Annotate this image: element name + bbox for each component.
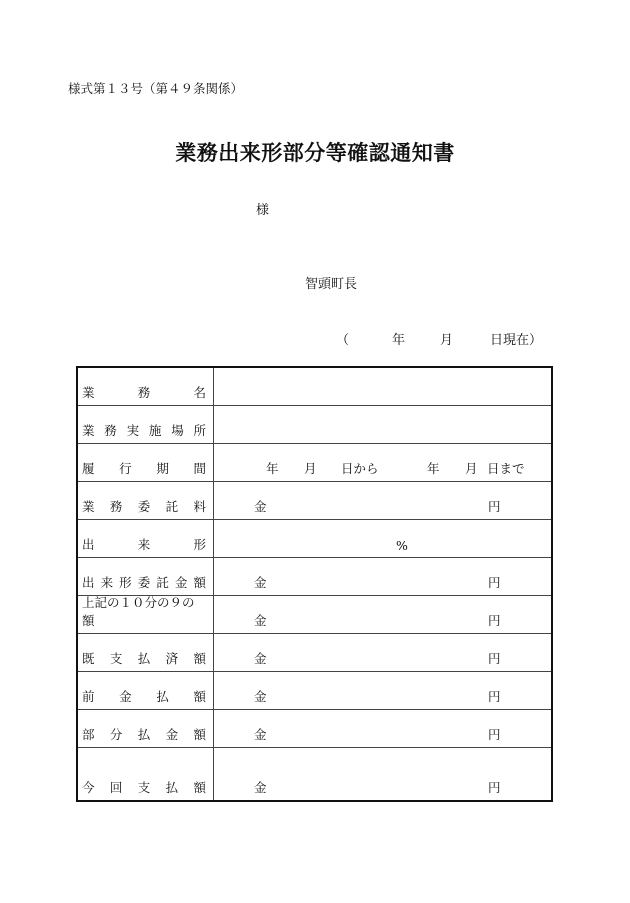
row-label-char: 実	[126, 423, 140, 438]
row-label	[82, 497, 206, 515]
row-label	[82, 421, 206, 439]
as-of-month: 月	[440, 333, 454, 348]
row-label-char: 回	[109, 780, 123, 795]
row-label-char: 出	[82, 537, 95, 552]
row-label	[82, 383, 206, 401]
recipient-honorific: 様	[256, 203, 270, 218]
row-label-char: 委	[137, 499, 151, 514]
period-start-year: 年	[266, 461, 279, 476]
period-start-day: 日から	[341, 461, 379, 476]
row-label-char: 前	[82, 689, 95, 704]
row-label-char: 業	[82, 423, 95, 438]
percent-sign: %	[396, 538, 408, 553]
period-end-month: 月	[465, 461, 478, 476]
table-row	[78, 634, 551, 672]
row-label-char: 来	[100, 575, 114, 590]
row-label-char: 形	[193, 537, 206, 552]
table-row	[78, 748, 551, 800]
table-row	[78, 710, 551, 748]
row-label-char: 名	[193, 385, 206, 400]
confirmation-table	[76, 366, 553, 802]
row-label-char: 済	[165, 651, 179, 666]
row-label-char: 払	[165, 780, 179, 795]
as-of-date	[336, 329, 543, 348]
row-label-char: 額	[193, 727, 206, 742]
yen-prefix: 金	[254, 689, 267, 704]
yen-prefix: 金	[254, 575, 267, 590]
row-label-char: 金	[174, 575, 188, 590]
row-label-char: 支	[137, 780, 151, 795]
row-label-char: 部	[82, 727, 95, 742]
table-row	[78, 558, 551, 596]
table-row	[78, 520, 551, 558]
row-label-char: 所	[193, 423, 206, 438]
row-label-char: 間	[193, 461, 206, 476]
row-label-char: 今	[82, 780, 95, 795]
table-row	[78, 672, 551, 710]
row-label	[82, 459, 206, 477]
row-label-char: 務	[109, 499, 123, 514]
row-label-char: 託	[156, 575, 169, 590]
yen-prefix: 金	[254, 780, 267, 795]
yen-suffix: 円	[488, 689, 501, 704]
row-label-char: 金	[119, 689, 132, 704]
row-label-char: 額	[193, 689, 206, 704]
row-label-char: 行	[119, 461, 132, 476]
row-label-char: 務	[137, 385, 151, 400]
row-label	[82, 778, 206, 796]
row-label-char: 履	[82, 461, 95, 476]
row-label-char: 既	[82, 651, 95, 666]
row-label-char: 形	[119, 575, 132, 590]
issuer-name: 智頭町長	[305, 277, 358, 292]
row-label-char: 場	[171, 423, 184, 438]
row-label-char: 払	[156, 689, 169, 704]
row-label	[82, 725, 206, 743]
yen-suffix: 円	[488, 651, 501, 666]
row-label-char: 金	[165, 727, 179, 742]
yen-suffix: 円	[488, 499, 501, 514]
table-row	[78, 444, 551, 482]
row-label-char: 払	[137, 727, 151, 742]
row-label-char: 委	[137, 575, 151, 590]
as-of-day: 日現在）	[490, 333, 543, 348]
document-title: 業務出来形部分等確認通知書	[175, 140, 455, 165]
yen-suffix: 円	[488, 727, 501, 742]
row-label-char: 業	[82, 499, 95, 514]
yen-prefix: 金	[254, 651, 267, 666]
row-label	[82, 649, 206, 667]
period-end-day: 日まで	[487, 461, 525, 476]
row-label-char: 託	[165, 499, 179, 514]
form-number: 様式第１３号（第４９条関係）	[68, 81, 244, 96]
row-label-char: 支	[109, 651, 123, 666]
row-label	[82, 573, 206, 591]
period-end-year: 年	[427, 461, 440, 476]
yen-prefix: 金	[254, 613, 267, 628]
yen-suffix: 円	[488, 575, 501, 590]
table-row	[78, 482, 551, 520]
row-label-char: 額	[193, 575, 206, 590]
as-of-open-paren: （	[336, 333, 350, 348]
row-label-char: 額	[193, 651, 206, 666]
row-label-char: 期	[156, 461, 169, 476]
yen-suffix: 円	[488, 780, 501, 795]
row-label: 上記の１０分の９の額	[82, 595, 195, 628]
table-row	[78, 368, 551, 406]
row-label-char: 額	[193, 780, 206, 795]
period-start-month: 月	[304, 461, 317, 476]
yen-prefix: 金	[254, 727, 267, 742]
row-label-char: 務	[104, 423, 117, 438]
yen-suffix: 円	[488, 613, 501, 628]
row-label	[82, 687, 206, 705]
row-label-char: 業	[82, 385, 95, 400]
yen-prefix: 金	[254, 499, 267, 514]
row-label	[82, 535, 206, 553]
row-label-char: 分	[109, 727, 123, 742]
row-label-char: 払	[137, 651, 151, 666]
table-row	[78, 596, 551, 634]
row-label-char: 施	[148, 423, 162, 438]
row-label-char: 来	[137, 537, 151, 552]
row-label-char: 料	[193, 499, 206, 514]
table-row	[78, 406, 551, 444]
row-label-char: 出	[82, 575, 95, 590]
as-of-year: 年	[392, 333, 406, 348]
